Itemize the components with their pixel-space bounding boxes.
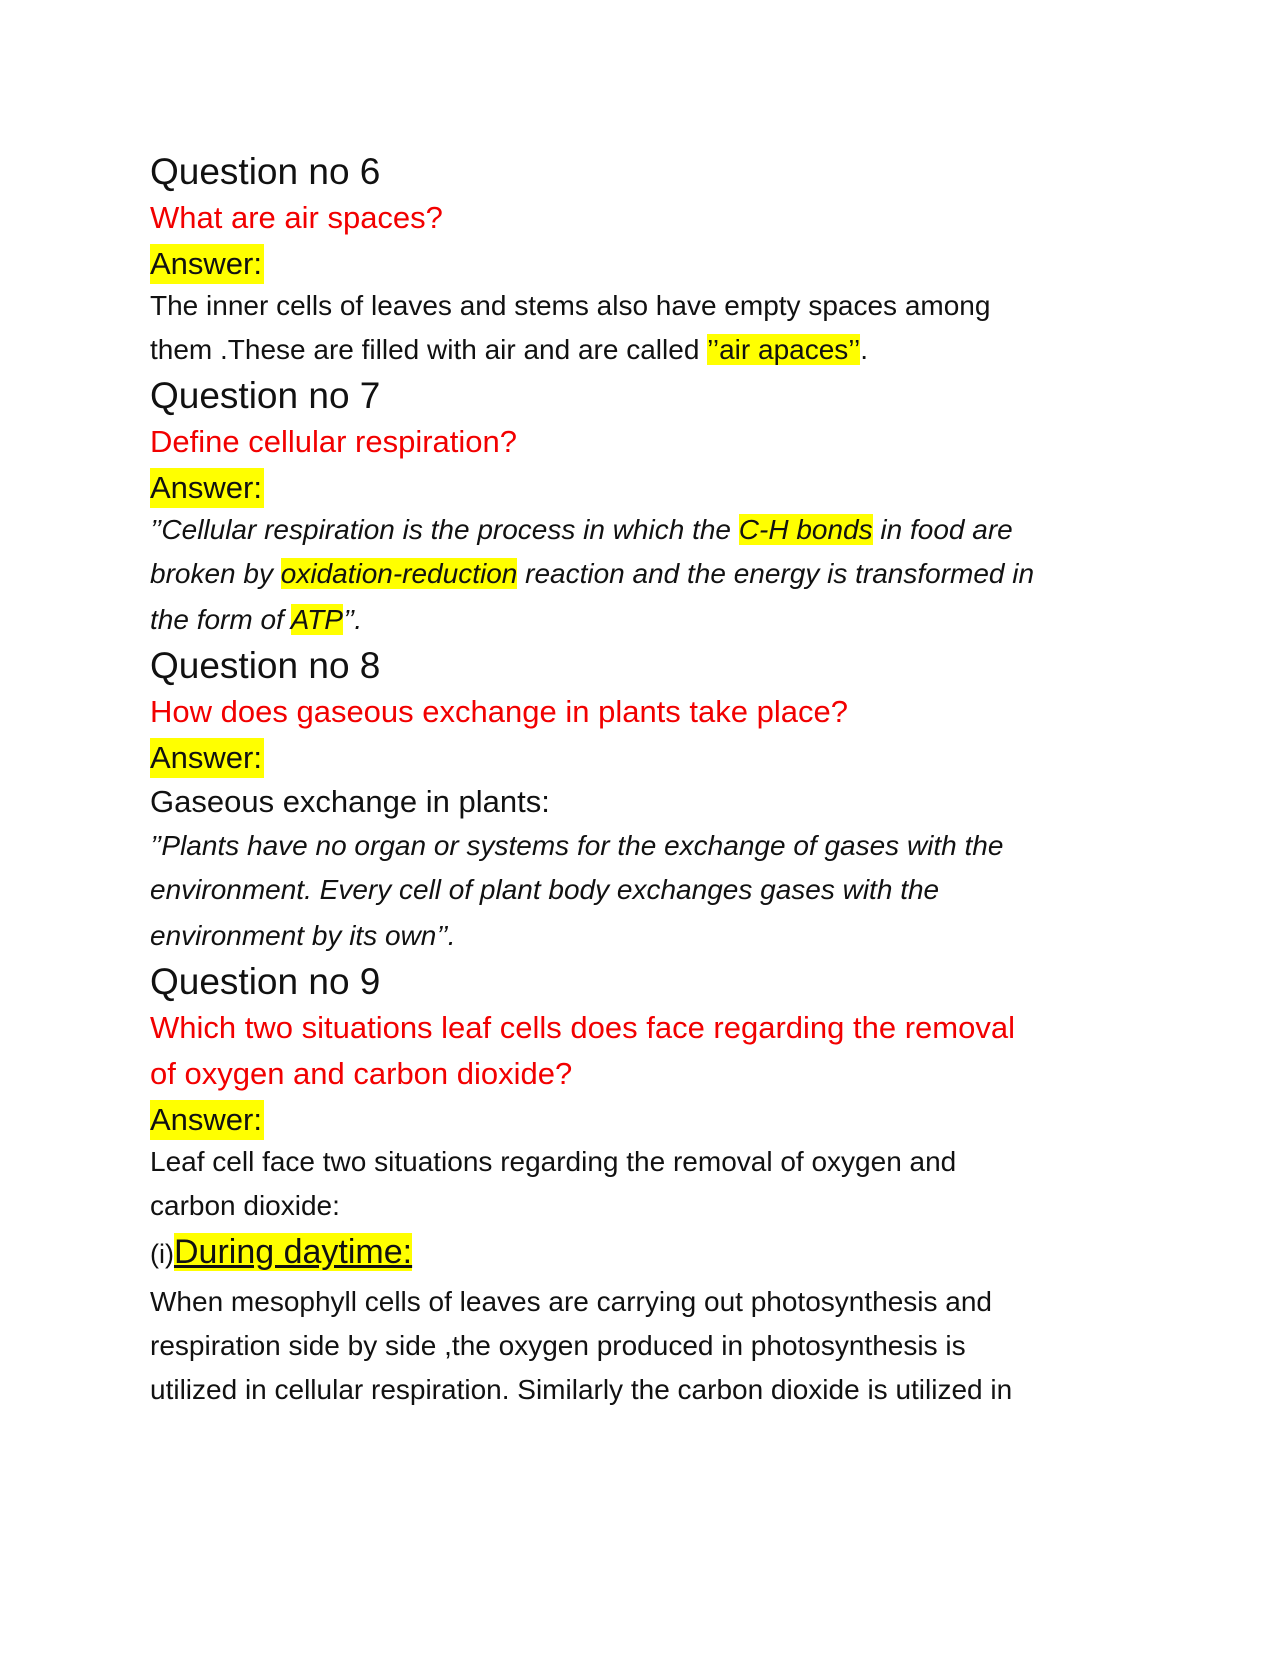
answer-8-line-2: environment. Every cell of plant body exchanges gases with the [150, 874, 940, 905]
roman-numeral: (i) [150, 1239, 174, 1269]
ch-bonds-highlight: C-H bonds [738, 514, 873, 545]
daytime-heading [150, 1230, 1140, 1276]
daytime-paragraph-line-1: When mesophyll cells of leaves are carrying out photosynthesis and [150, 1286, 992, 1317]
question-6-text: What are air spaces? [150, 200, 443, 235]
oxidation-reduction-highlight: oxidation-reduction [280, 558, 518, 589]
answer-7-line-3 [150, 598, 1140, 642]
answer-7-line-1 [150, 508, 1140, 552]
question-8-text: How does gaseous exchange in plants take place? [150, 694, 848, 729]
answer-8-line-1: ’’Plants have no organ or systems for the exchange of gases with the [150, 830, 1004, 861]
answer-9-line-1: Leaf cell face two situations regarding the removal of oxygen and [150, 1146, 957, 1177]
atp-highlight: ATP [290, 604, 343, 635]
answer-7-text: broken by [150, 558, 281, 589]
answer-6-text: them .These are filled with air and are called [150, 334, 708, 365]
answer-8-subheading: Gaseous exchange in plants: [150, 784, 550, 819]
answer-7-text: in food are [872, 514, 1013, 545]
answer-9-label: Answer: [150, 1100, 264, 1140]
question-9-title: Question no 9 [150, 961, 381, 1002]
answer-7-label: Answer: [150, 468, 264, 508]
answer-7-text: the form of [150, 604, 291, 635]
answer-8-line-3: environment by its own’’. [150, 920, 456, 951]
question-7-text: Define cellular respiration? [150, 424, 518, 459]
answer-9-line-2: carbon dioxide: [150, 1190, 340, 1221]
question-6-title: Question no 6 [150, 151, 381, 192]
air-spaces-highlight: ’’air apaces’’ [707, 334, 861, 365]
answer-7-line-2 [150, 552, 1140, 596]
daytime-paragraph-line-3: utilized in cellular respiration. Similarly the carbon dioxide is utilized in [150, 1374, 1013, 1405]
answer-6-line-2 [150, 328, 1140, 372]
question-9-text-line-2: of oxygen and carbon dioxide? [150, 1056, 573, 1091]
answer-7-text: reaction and the energy is transformed in [517, 558, 1035, 589]
answer-6-period: . [860, 334, 869, 365]
during-daytime-highlight: During daytime: [173, 1233, 413, 1271]
answer-6-line-1: The inner cells of leaves and stems also have empty spaces among [150, 290, 991, 321]
daytime-paragraph-line-2: respiration side by side ,the oxygen produced in photosynthesis is [150, 1330, 966, 1361]
question-8-title: Question no 8 [150, 645, 381, 686]
document-page [150, 150, 1140, 1412]
answer-7-text: ’’. [342, 604, 363, 635]
question-9-text-line-1: Which two situations leaf cells does face regarding the removal [150, 1010, 1015, 1045]
answer-8-label: Answer: [150, 738, 264, 778]
answer-7-text: ’’Cellular respiration is the process in which the [150, 514, 739, 545]
answer-6-label: Answer: [150, 244, 264, 284]
question-7-title: Question no 7 [150, 375, 381, 416]
